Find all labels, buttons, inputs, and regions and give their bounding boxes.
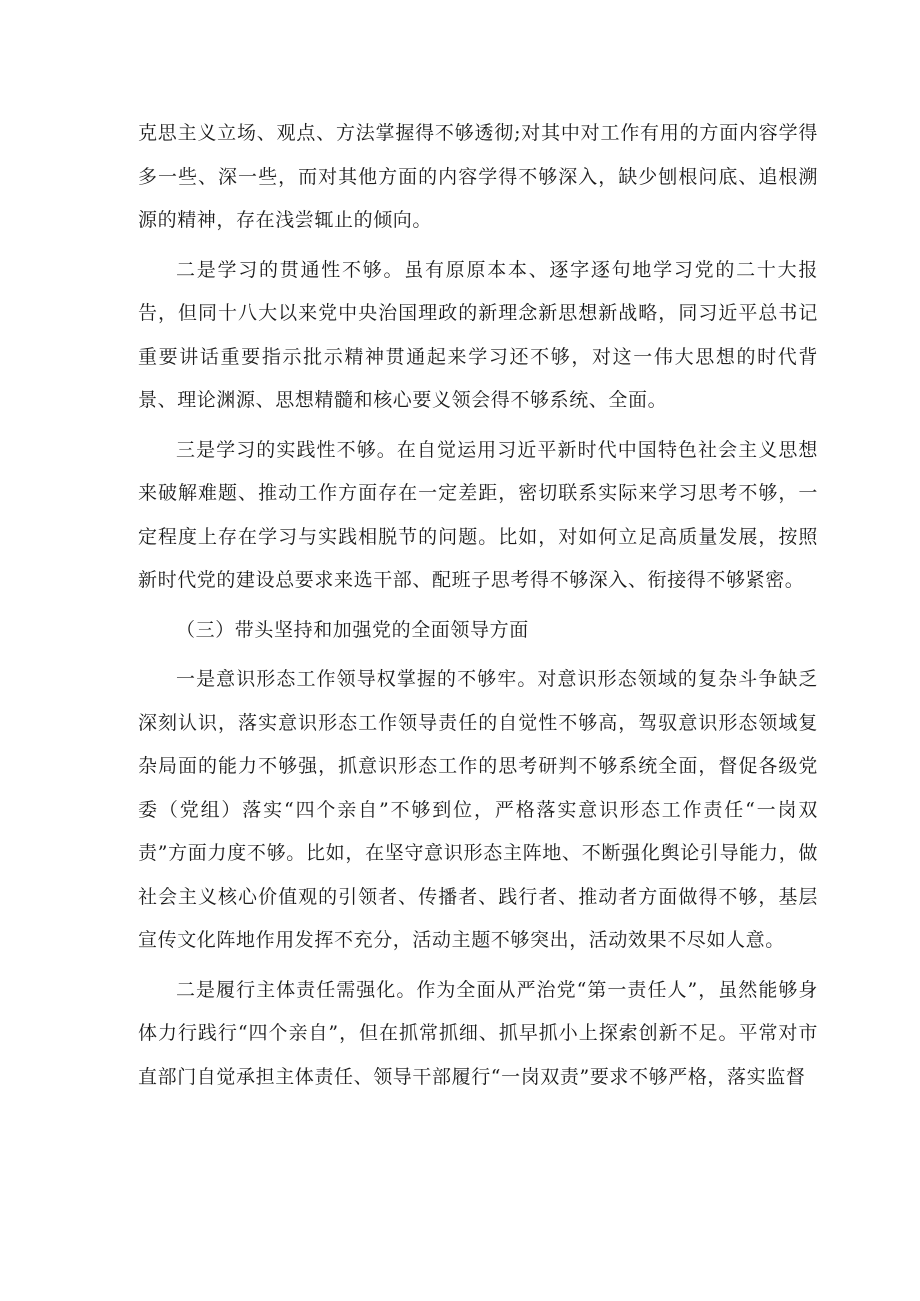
section-heading-leadership: （三）带头坚持和加强党的全面领导方面 <box>176 618 529 641</box>
paragraph-study-coherence: 二是学习的贯通性不够。虽有原原本本、逐字逐句地学习党的二十大报告，但同十八大以来党中央治国理政的新理念新思想新战略，同习近平总书记重要讲话重要指示批示精神贯通起来学习还不够，对这一伟大思想的时代背景、理论渊源、思想精髓和核心要义领会得不够系统、全面。 <box>138 258 818 411</box>
paragraph-continuation: 克思主义立场、观点、方法掌握得不够透彻;对其中对工作有用的方面内容学得多一些、深一些，而对其他方面的内容学得不够深入，缺少刨根问底、追根溯源的精神，存在浅尝辄止的倾向。 <box>138 122 818 231</box>
paragraph-ideology-work: 一是意识形态工作领导权掌握的不够牢。对意识形态领域的复杂斗争缺乏深刻认识，落实意识形态工作领导责任的自觉性不够高，驾驭意识形态领域复杂局面的能力不够强，抓意识形态工作的思考研判不够系统全面，督促各级党委（党组）落实“四个亲自”不够到位，严格落实意识形态工作责任“一岗双责”方面力度不够。比如，在坚守意识形态主阵地、不断强化舆论引导能力，做社会主义核心价值观的引领者、传播者、践行者、推动者方面做得不够，基层宣传文化阵地作用发挥不充分，活动主题不够突出，活动效果不尽如人意。 <box>138 668 818 951</box>
document-page <box>138 112 818 1099</box>
paragraph-study-practice: 三是学习的实践性不够。在自觉运用习近平新时代中国特色社会主义思想来破解难题、推动工作方面存在一定差距，密切联系实际来学习思考不够，一定程度上存在学习与实践相脱节的问题。比如，对如何立足高质量发展，按照新时代党的建设总要求来选干部、配班子思考得不够深入、衔接得不够紧密。 <box>138 438 818 591</box>
paragraph-main-responsibility: 二是履行主体责任需强化。作为全面从严治党“第一责任人”，虽然能够身体力行践行“四个亲自”，但在抓常抓细、抓早抓小上探索创新不足。平常对市直部门自觉承担主体责任、领导干部履行“一岗双责”要求不够严格，落实监督 <box>138 978 818 1088</box>
